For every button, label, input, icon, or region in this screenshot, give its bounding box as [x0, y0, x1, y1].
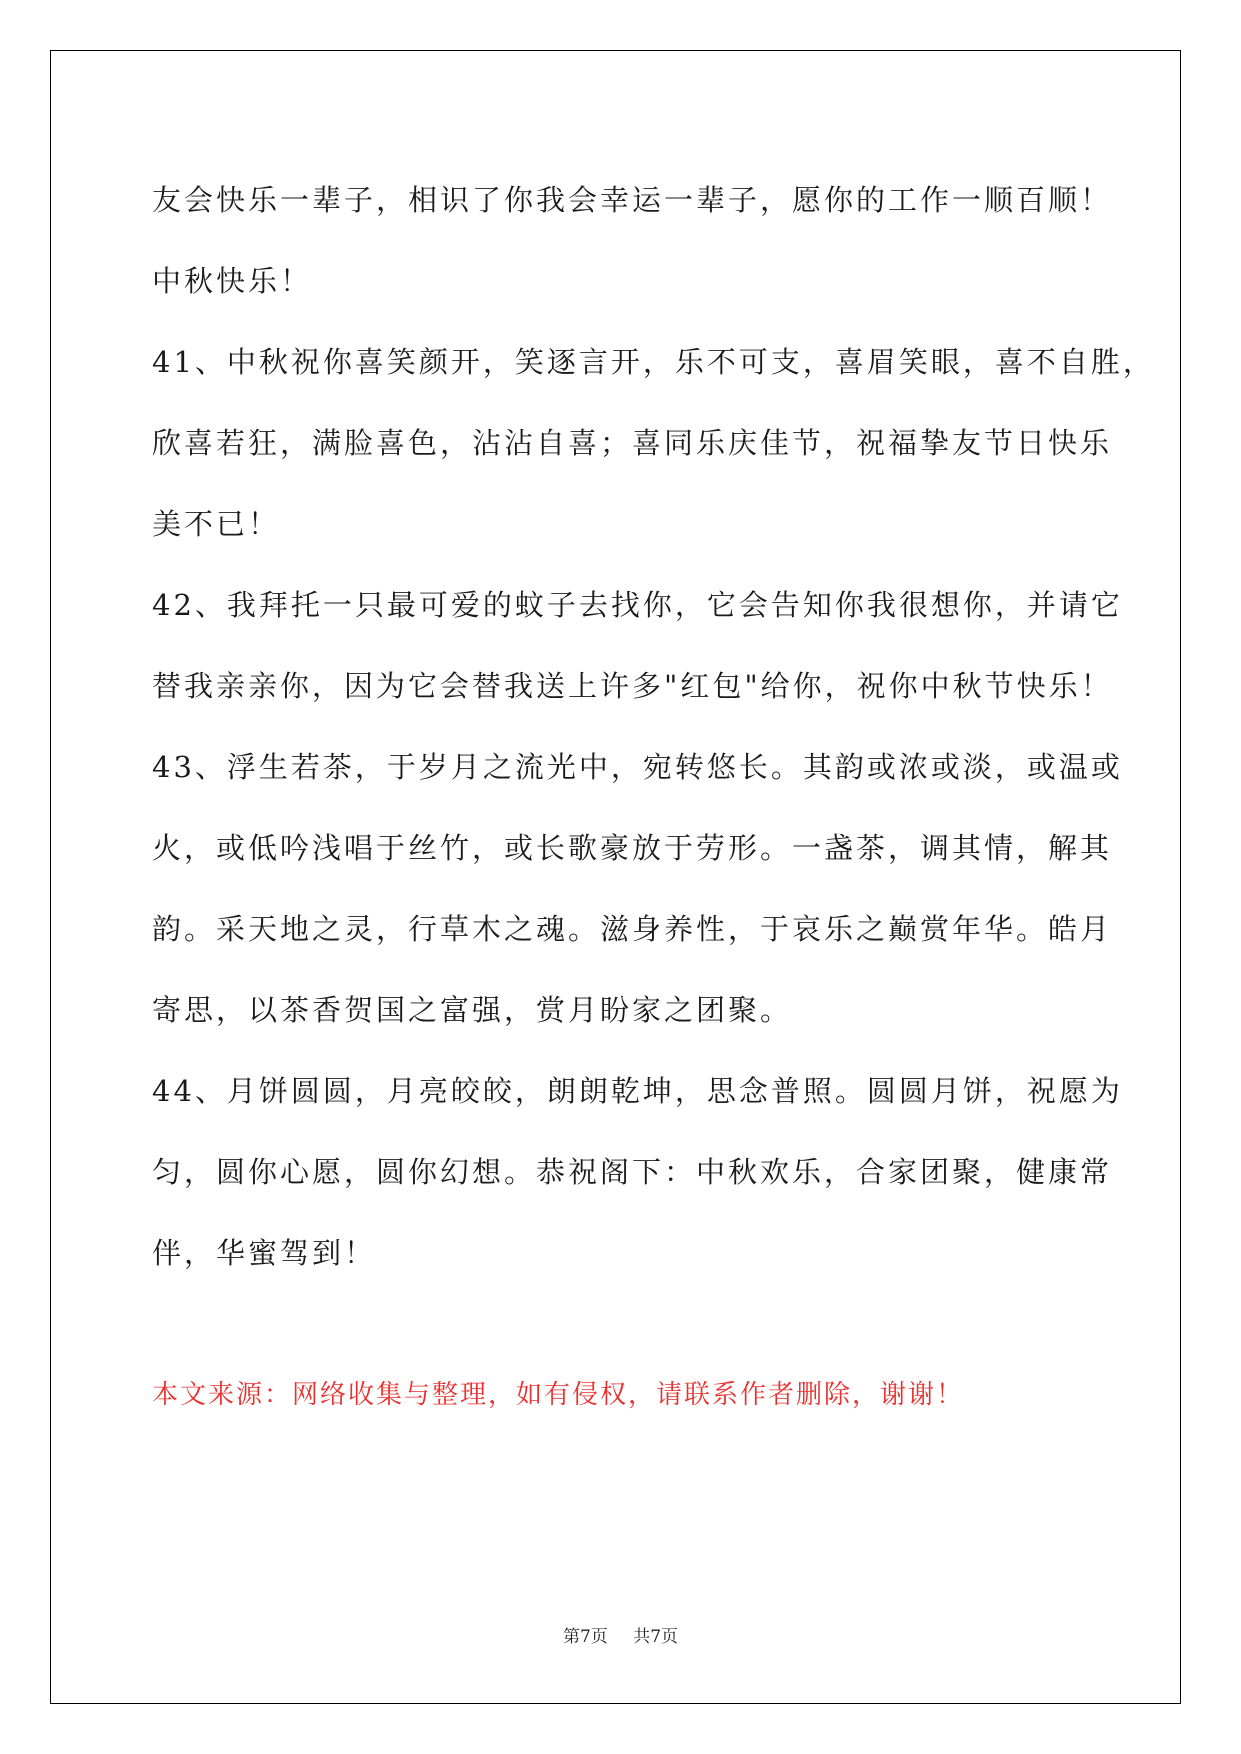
text-line: 中秋快乐！	[152, 264, 313, 298]
source-note: 本文来源：网络收集与整理，如有侵权，请联系作者删除，谢谢！	[152, 1380, 965, 1410]
text-line: 美不已！	[152, 507, 281, 541]
current-page-number: 第7页	[562, 1627, 608, 1647]
text-line: 韵。采天地之灵，行草木之魂。滋身养性，于哀乐之巅赏年华。皓月	[152, 912, 1113, 946]
page-footer	[0, 1622, 1241, 1647]
text-line: 匀，圆你心愿，圆你幻想。恭祝阁下：中秋欢乐，合家团聚，健康常	[152, 1155, 1113, 1189]
text-line: 欣喜若狂，满脸喜色，沾沾自喜；喜同乐庆佳节，祝福挚友节日快乐	[152, 426, 1113, 460]
text-line: 42、我拜托一只最可爱的蚊子去找你，它会告知你我很想你，并请它	[152, 588, 1123, 622]
text-line: 替我亲亲你，因为它会替我送上许多"红包"给你，祝你中秋节快乐！	[152, 669, 1113, 703]
document-body	[152, 160, 1155, 1294]
text-line: 43、浮生若茶，于岁月之流光中，宛转悠长。其韵或浓或淡，或温或	[152, 750, 1123, 784]
total-pages: 共7页	[633, 1627, 679, 1647]
text-line: 火，或低吟浅唱于丝竹，或长歌豪放于劳形。一盏茶，调其情，解其	[152, 831, 1113, 865]
text-line: 44、月饼圆圆，月亮皎皎，朗朗乾坤，思念普照。圆圆月饼，祝愿为	[152, 1074, 1123, 1108]
text-line: 寄思，以茶香贺国之富强，赏月盼家之团聚。	[152, 993, 793, 1027]
text-line: 41、中秋祝你喜笑颜开，笑逐言开，乐不可支，喜眉笑眼，喜不自胜，	[152, 345, 1155, 379]
text-line: 伴，华蜜驾到！	[152, 1236, 377, 1270]
text-line: 友会快乐一辈子，相识了你我会幸运一辈子，愿你的工作一顺百顺！	[152, 183, 1113, 217]
